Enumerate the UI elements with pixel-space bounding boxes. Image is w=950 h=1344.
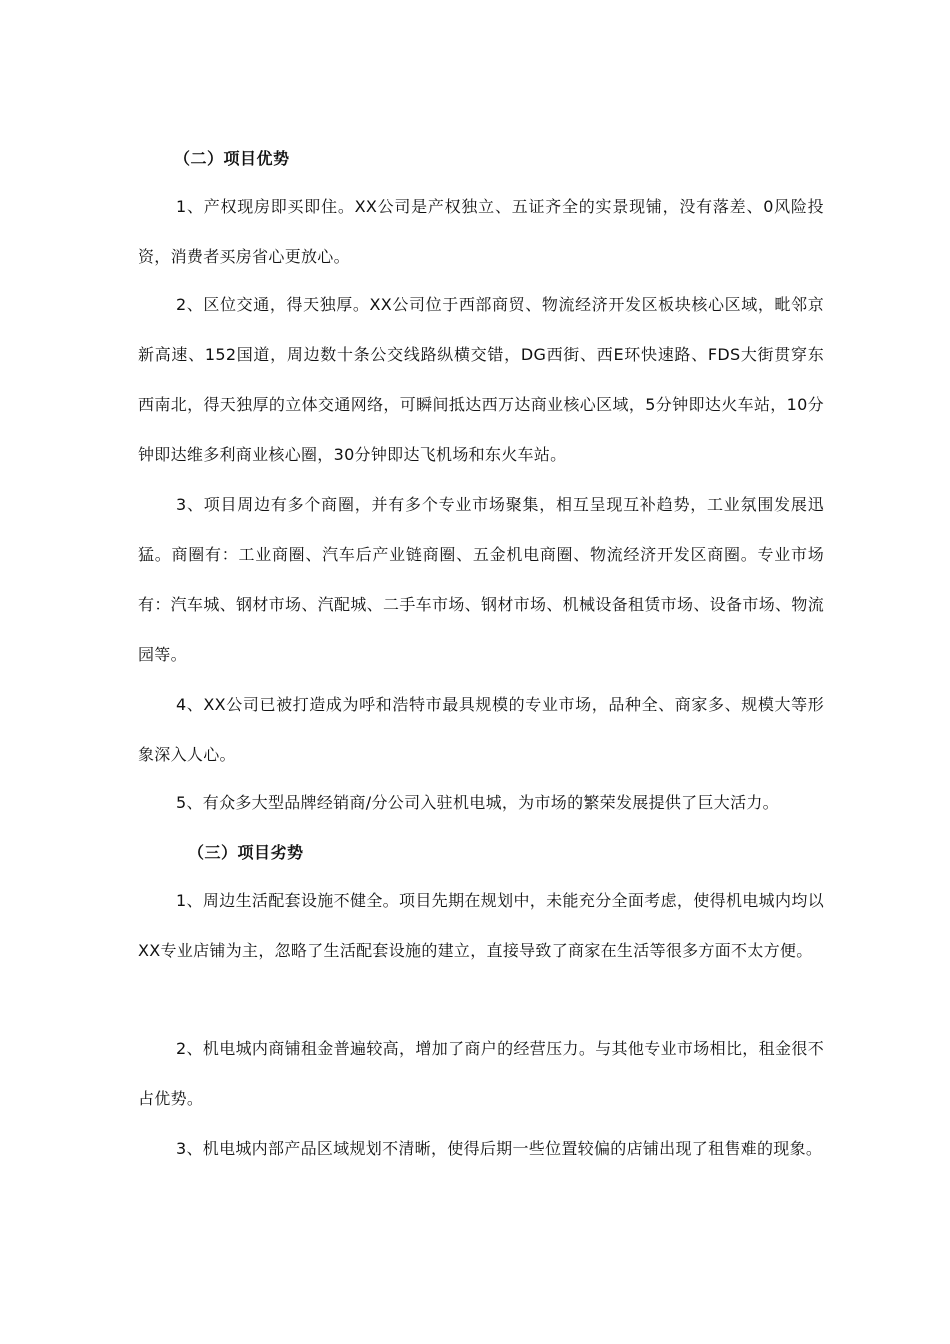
- section-heading-advantages: （二）项目优势: [174, 149, 290, 168]
- paragraph-advantage-5: 5、有众多大型品牌经销商/分公司入驻机电城，为市场的繁荣发展提供了巨大活力。: [176, 793, 779, 812]
- section-heading-disadvantages: （三）项目劣势: [188, 843, 304, 862]
- paragraph-advantage-1: 1、产权现房即买即住。XX公司是产权独立、五证齐全的实景现铺，没有落差、0风险投资，消费者买房省心更放心。: [138, 197, 824, 266]
- paragraph-disadvantage-1: 1、周边生活配套设施不健全。项目先期在规划中，未能充分全面考虑，使得机电城内均以XX专业店铺为主，忽略了生活配套设施的建立，直接导致了商家在生活等很多方面不太方便。: [138, 891, 824, 960]
- paragraph-advantage-3: 3、项目周边有多个商圈，并有多个专业市场聚集，相互呈现互补趋势，工业氛围发展迅猛。商圈有：工业商圈、汽车后产业链商圈、五金机电商圈、物流经济开发区商圈。专业市场有：汽车城、钢材市场、汽配城、二手车市场、钢材市场、机械设备租赁市场、设备市场、物流园等。: [138, 495, 824, 664]
- paragraph-advantage-2: 2、区位交通，得天独厚。XX公司位于西部商贸、物流经济开发区板块核心区域，毗邻京新高速、152国道，周边数十条公交线路纵横交错，DG西街、西E环快速路、FDS大街贯穿东西南北，得天独厚的立体交通网络，可瞬间抵达西万达商业核心区域，5分钟即达火车站，10分钟即达维多利商业核心圈，30分钟即达飞机场和东火车站。: [138, 295, 824, 464]
- paragraph-advantage-4: 4、XX公司已被打造成为呼和浩特市最具规模的专业市场，品种全、商家多、规模大等形象深入人心。: [138, 695, 824, 764]
- paragraph-disadvantage-2: 2、机电城内商铺租金普遍较高，增加了商户的经营压力。与其他专业市场相比，租金很不占优势。: [138, 1039, 824, 1108]
- paragraph-disadvantage-3: 3、机电城内部产品区域规划不清晰，使得后期一些位置较偏的店铺出现了租售难的现象。: [176, 1139, 823, 1158]
